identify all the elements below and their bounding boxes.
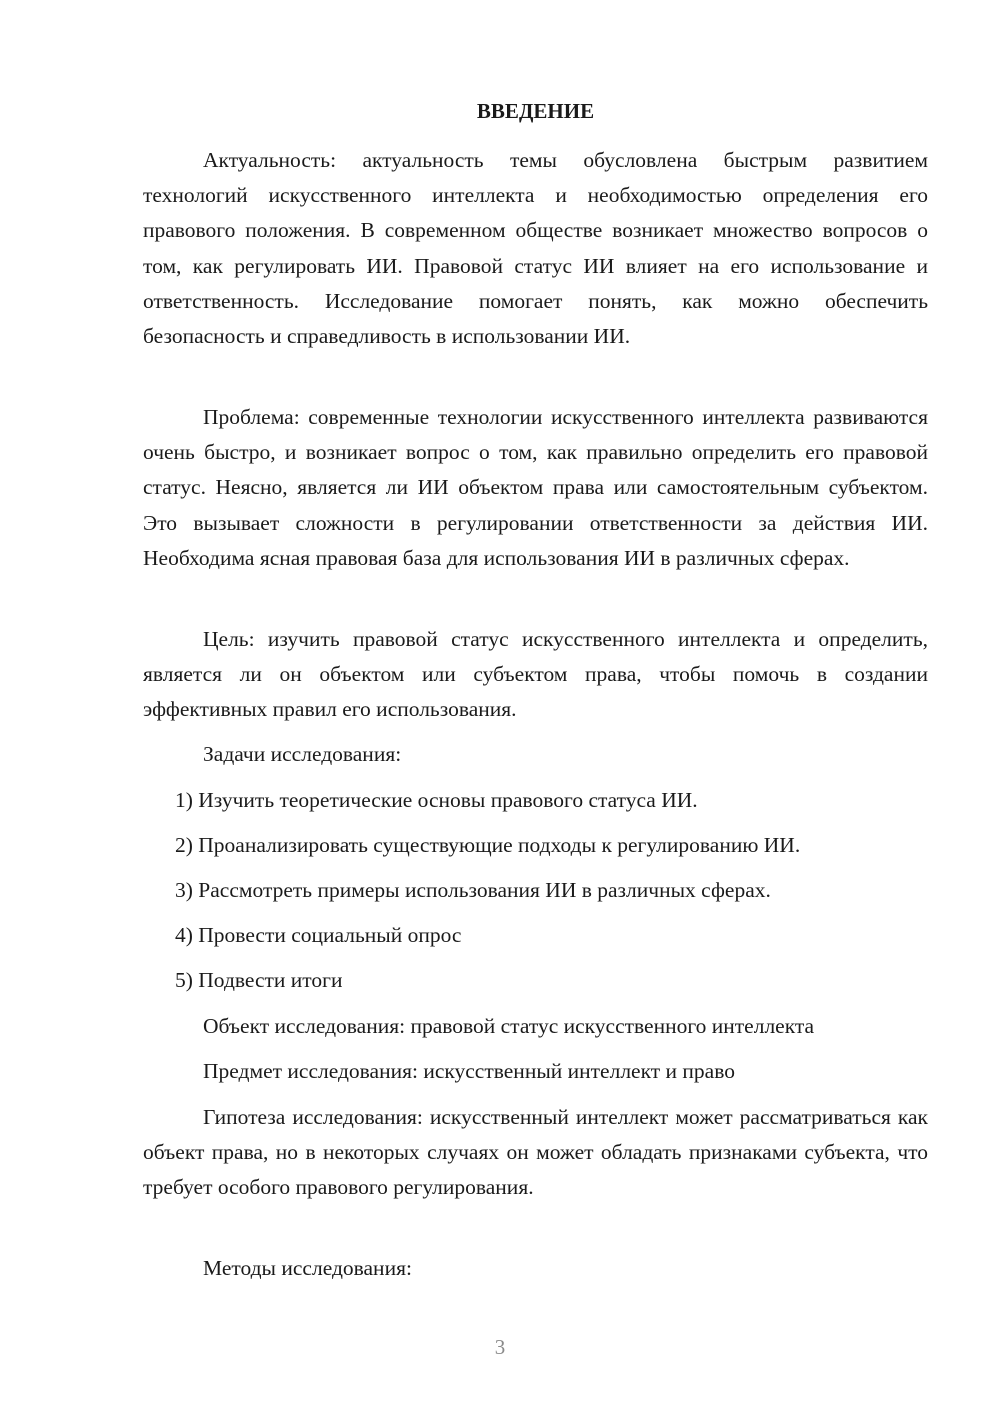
task-item-3: 3) Рассмотреть примеры использования ИИ в различных сферах.	[175, 878, 771, 902]
task-item-1: 1) Изучить теоретические основы правового статуса ИИ.	[175, 788, 698, 812]
task-item-4: 4) Провести социальный опрос	[175, 923, 462, 947]
task-item-5: 5) Подвести итоги	[175, 968, 343, 992]
hypothesis-paragraph: Гипотеза исследования: искусственный интеллект может рассматриваться как объект права, но в некоторых случаях он может обладать признаками субъекта, что требует особого правового регулирования.	[143, 1105, 928, 1200]
page-title: ВВЕДЕНИЕ	[476, 99, 595, 123]
research-subject: Предмет исследования: искусственный интеллект и право	[203, 1059, 735, 1083]
task-item-2: 2) Проанализировать существующие подходы к регулированию ИИ.	[175, 833, 801, 857]
goal-paragraph: Цель: изучить правовой статус искусственного интеллекта и определить, является ли он объектом или субъектом права, чтобы помочь в создании эффективных правил его использования.	[143, 627, 928, 722]
problem-paragraph: Проблема: современные технологии искусственного интеллекта развиваются очень быстро, и возникает вопрос о том, как правильно определить его правовой статус. Неясно, является ли ИИ объектом права или самостоятельным субъектом. Это вызывает сложности в регулировании ответственности за действия ИИ. Необходима ясная правовая база для использования ИИ в различных сферах.	[143, 405, 928, 570]
tasks-heading: Задачи исследования:	[203, 742, 402, 766]
methods-heading: Методы исследования:	[203, 1256, 412, 1280]
research-object: Объект исследования: правовой статус искусственного интеллекта	[203, 1014, 815, 1038]
page-number: 3	[494, 1335, 506, 1359]
relevance-paragraph: Актуальность: актуальность темы обусловлена быстрым развитием технологий искусственного интеллекта и необходимостью определения его правового положения. В современном обществе возникает множество вопросов о том, как регулировать ИИ. Правовой статус ИИ влияет на его использование и ответственность. Исследование помогает понять, как можно обеспечить безопасность и справедливость в использовании ИИ.	[143, 148, 928, 349]
